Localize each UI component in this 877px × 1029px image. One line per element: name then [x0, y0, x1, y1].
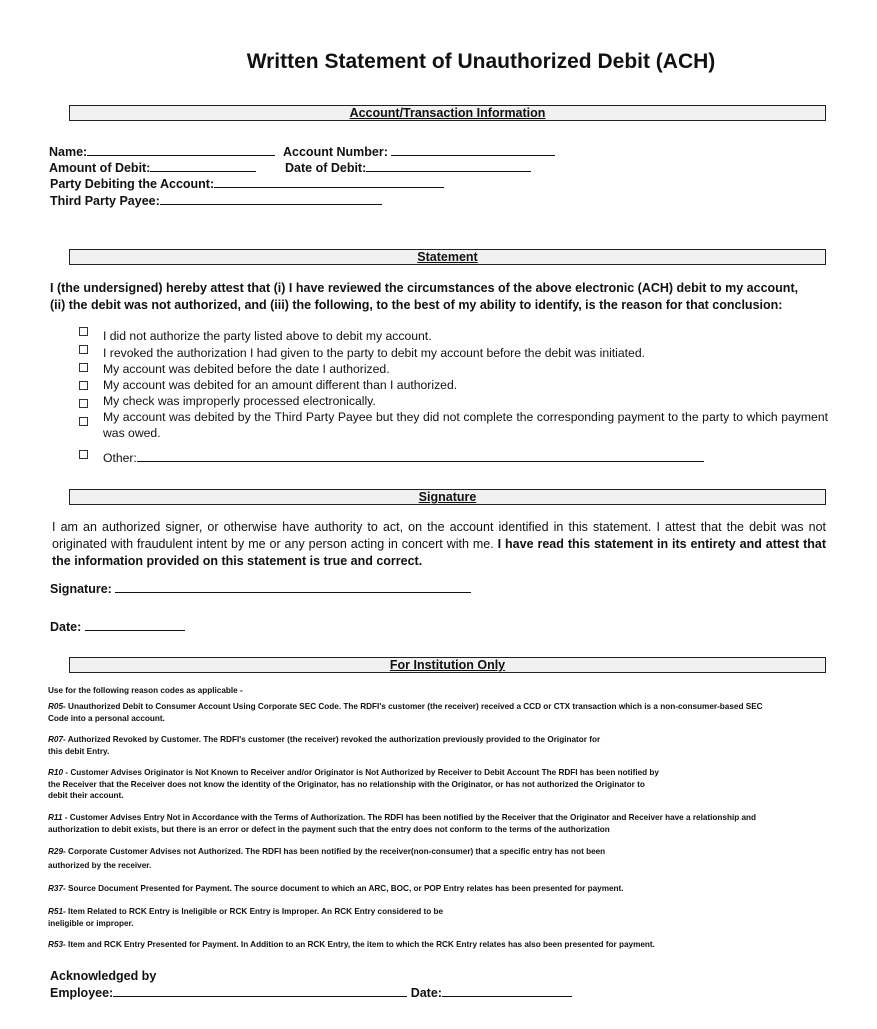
option-4-label: My account was debited for an amount different than I authorized.	[103, 378, 458, 392]
reason-code-r37	[48, 883, 818, 895]
reason-code-text-cont: this debit Entry.	[48, 746, 110, 756]
checkbox-option-2[interactable]	[79, 345, 88, 354]
third-party-label: Third Party Payee:	[50, 194, 160, 208]
section-header-institution	[69, 657, 826, 673]
reason-code-text-cont: authorized by the receiver.	[48, 860, 152, 870]
attestation-line-2: (ii) the debit was not authorized, and (iii) the following, to the best of my ability to identify, is the reason for that conclusion:	[50, 297, 783, 312]
amount-input[interactable]	[150, 160, 256, 172]
signature-date-input[interactable]	[85, 619, 185, 631]
reason-code-text: Customer Advises Originator is Not Known to Receiver and/or Originator is Not Authorized by Receiver to Debit Account The RDFI has been notified by	[70, 768, 659, 777]
acknowledged-by-label: Acknowledged by	[50, 969, 157, 983]
section-header-account	[69, 105, 826, 121]
reason-code-sep: -	[63, 735, 68, 744]
section-header-signature-label: Signature	[418, 490, 477, 504]
reason-code-sep: -	[63, 768, 71, 777]
reason-code-text: Unauthorized Debit to Consumer Account Using Corporate SEC Code. The RDFI's customer (the receiver) received a CCD or CTX transaction which is a non-consumer-based SEC	[68, 702, 763, 711]
reason-code-sep: -	[62, 813, 70, 822]
reason-code-r51	[48, 906, 818, 929]
employee-field-row	[50, 985, 572, 1000]
reason-code-sep: -	[63, 702, 69, 711]
signature-paragraph	[52, 519, 826, 570]
date-of-debit-field-row	[285, 160, 531, 175]
option-other-row	[103, 450, 828, 466]
date-of-debit-label: Date of Debit:	[285, 161, 367, 175]
reason-code-r05	[48, 701, 818, 724]
reason-code-text: Item and RCK Entry Presented for Payment. In Addition to an RCK Entry, the item to which the RCK Entry relates has also been presented for payment.	[68, 940, 655, 949]
account-number-field-row	[283, 144, 555, 159]
signature-field-row	[50, 581, 471, 596]
reason-code-text: Customer Advises Entry Not in Accordance with the Terms of Authorization. The RDFI has been notified by the Receiver that the Originator and Receiver have a relationship and	[69, 813, 757, 822]
date-of-debit-input[interactable]	[366, 160, 531, 172]
checkbox-option-1[interactable]	[79, 327, 88, 336]
document-title: Written Statement of Unauthorized Debit (ACH)	[246, 50, 716, 73]
section-header-signature	[69, 489, 826, 505]
ack-date-input[interactable]	[442, 985, 572, 997]
attestation-line-1: I (the undersigned) hereby attest that (i) I have reviewed the circumstances of the above electronic (ACH) debit to my account,	[50, 281, 799, 295]
section-header-statement	[69, 249, 826, 265]
section-header-account-label: Account/Transaction Information	[349, 106, 546, 120]
ack-date-label: Date:	[410, 986, 442, 1000]
reason-code-id: R29	[48, 847, 64, 856]
reason-code-id: R07	[48, 735, 64, 744]
name-label: Name:	[49, 145, 88, 159]
signature-date-label: Date:	[50, 620, 82, 634]
option-1-label: I did not authorize the party listed above to debit my account.	[103, 329, 432, 343]
reason-code-r11	[48, 812, 818, 835]
checkbox-option-5[interactable]	[79, 399, 88, 408]
reason-code-r10	[48, 767, 818, 802]
option-other-label: Other:	[103, 451, 137, 465]
reason-code-id: R05	[48, 702, 64, 711]
reason-code-r29	[48, 845, 818, 872]
party-debiting-input[interactable]	[214, 176, 444, 188]
account-number-input[interactable]	[391, 144, 555, 156]
section-header-statement-label: Statement	[417, 250, 478, 264]
reason-code-text-cont: debit their account.	[48, 791, 124, 800]
option-5-label: My check was improperly processed electronically.	[103, 394, 376, 408]
reason-code-id: R37	[48, 884, 64, 893]
reason-code-text-cont: Code into a personal account.	[48, 713, 165, 723]
signature-label: Signature:	[50, 582, 112, 596]
reason-code-sep: -	[63, 907, 69, 916]
reason-code-id: R11	[48, 813, 63, 822]
party-debiting-label: Party Debiting the Account:	[50, 177, 215, 191]
reason-code-text-cont: the Receiver that the Receiver does not know the identity of the Originator, has no relationship with the Originator, or has not authorized the Originator to	[48, 779, 645, 789]
reason-code-id: R51	[48, 907, 64, 916]
reason-code-id: R10	[48, 768, 64, 777]
reason-code-text-cont: ineligible or improper.	[48, 918, 134, 928]
reason-code-sep: -	[63, 884, 69, 893]
amount-field-row	[49, 160, 256, 175]
name-input[interactable]	[87, 144, 275, 156]
checkbox-option-3[interactable]	[79, 363, 88, 372]
section-header-institution-label: For Institution Only	[389, 658, 506, 672]
reason-code-id: R53	[48, 940, 64, 949]
reason-code-text: Authorized Revoked by Customer. The RDFI's customer (the receiver) revoked the authorization previously provided to the Originator for	[67, 735, 601, 744]
party-debiting-field-row	[50, 176, 444, 191]
employee-label: Employee:	[50, 986, 114, 1000]
reason-code-r07	[48, 734, 818, 757]
reason-code-sep: -	[63, 940, 69, 949]
name-field-row	[49, 144, 275, 159]
amount-label: Amount of Debit:	[49, 161, 151, 175]
option-6-label: My account was debited by the Third Party Payee but they did not complete the corresponding payment to the party to which payment was owed.	[103, 410, 828, 440]
option-2-label: I revoked the authorization I had given to the party to debit my account before the debit was initiated.	[103, 346, 645, 360]
checkbox-option-other[interactable]	[79, 450, 88, 459]
checkbox-option-4[interactable]	[79, 381, 88, 390]
checkbox-option-6[interactable]	[79, 417, 88, 426]
reason-code-text-cont: authorization to debit exists, but there is an error or defect in the payment such that the entry does not conform to the terms of the authorization	[48, 824, 610, 834]
reason-code-text: Source Document Presented for Payment. The source document to which an ARC, BOC, or POP Entry relates has been presented for payment.	[68, 884, 624, 893]
reason-code-text: Item Related to RCK Entry is Ineligible or RCK Entry is Improper. An RCK Entry considered to be	[68, 907, 444, 916]
other-reason-input[interactable]	[137, 450, 704, 462]
reason-code-r53	[48, 939, 818, 951]
employee-input[interactable]	[113, 985, 407, 997]
third-party-field-row	[50, 193, 382, 208]
signature-paragraph-bold: I have read this statement in its entirety and attest that the information provided on this statement is true and correct.	[52, 537, 826, 568]
attestation-text	[50, 280, 830, 313]
third-party-input[interactable]	[160, 193, 382, 205]
reason-code-sep: -	[63, 847, 69, 856]
signature-paragraph-regular: I am an authorized signer, or otherwise have authority to act, on the account identified in this statement. I attest that the debit was not originated with fraudulent intent by me or any person acting in concert with me.	[52, 520, 826, 551]
reason-code-text: Corporate Customer Advises not Authorized. The RDFI has been notified by the receiver(non-consumer) that a specific entry has not been	[68, 847, 606, 856]
signature-input[interactable]	[115, 581, 471, 593]
account-number-label: Account Number:	[283, 145, 388, 159]
signature-date-field-row	[50, 619, 185, 634]
institution-intro: Use for the following reason codes as applicable -	[48, 686, 243, 695]
option-3-label: My account was debited before the date I authorized.	[103, 362, 390, 376]
